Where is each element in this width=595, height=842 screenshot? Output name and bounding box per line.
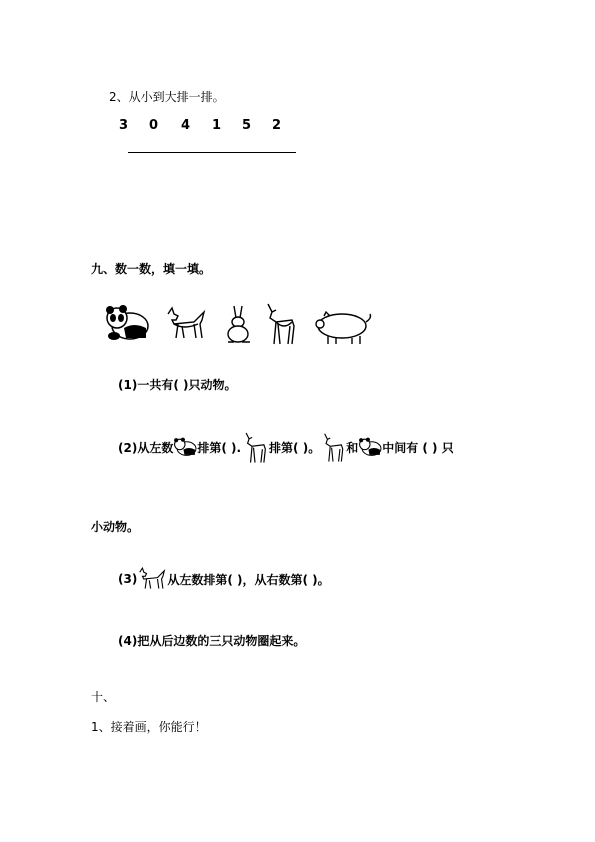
number-item: 2 xyxy=(272,118,282,133)
q2-part-e: 中间有 ( ) 只 xyxy=(382,440,454,455)
section-ten-question-1: 1、接着画，你能行！ xyxy=(91,720,207,734)
q2-continuation: 小动物。 xyxy=(91,520,140,534)
q2-part-c: 排第( )。 xyxy=(269,440,321,455)
rabbit-icon xyxy=(222,304,254,344)
number-item: 0 xyxy=(149,118,159,133)
question-3 xyxy=(118,566,330,592)
section-nine-heading: 九、数一数，填一填。 xyxy=(91,262,212,276)
question-4: (4)把从后边数的三只动物圈起来。 xyxy=(118,634,306,648)
deer-icon xyxy=(241,430,269,464)
number-item: 5 xyxy=(242,118,252,133)
number-item: 1 xyxy=(212,118,222,133)
q3-part-a: (3) xyxy=(118,572,138,586)
q2-part-b: 排第( ). xyxy=(197,440,242,455)
pig-icon xyxy=(312,308,374,346)
order-question-title: 2、从小到大排一排。 xyxy=(109,90,225,104)
section-ten-heading: 十、 xyxy=(91,690,116,704)
panda-icon xyxy=(173,437,197,457)
deer-icon xyxy=(262,300,298,346)
q2-part-d: 和 xyxy=(346,440,359,455)
q2-part-a: (2)从左数 xyxy=(118,440,174,455)
question-2 xyxy=(118,430,454,464)
animal-row xyxy=(104,300,384,348)
dog-icon xyxy=(137,566,167,592)
panda-icon xyxy=(358,437,382,457)
answer-line[interactable] xyxy=(128,152,296,153)
dog-icon xyxy=(164,306,208,342)
panda-icon xyxy=(104,304,150,342)
number-item: 3 xyxy=(119,118,129,133)
q3-part-b: 从左数排第( )，从右数第( )。 xyxy=(167,572,330,587)
question-1: (1)一共有( )只动物。 xyxy=(118,378,237,392)
deer-icon xyxy=(320,431,346,463)
number-item: 4 xyxy=(181,118,191,133)
